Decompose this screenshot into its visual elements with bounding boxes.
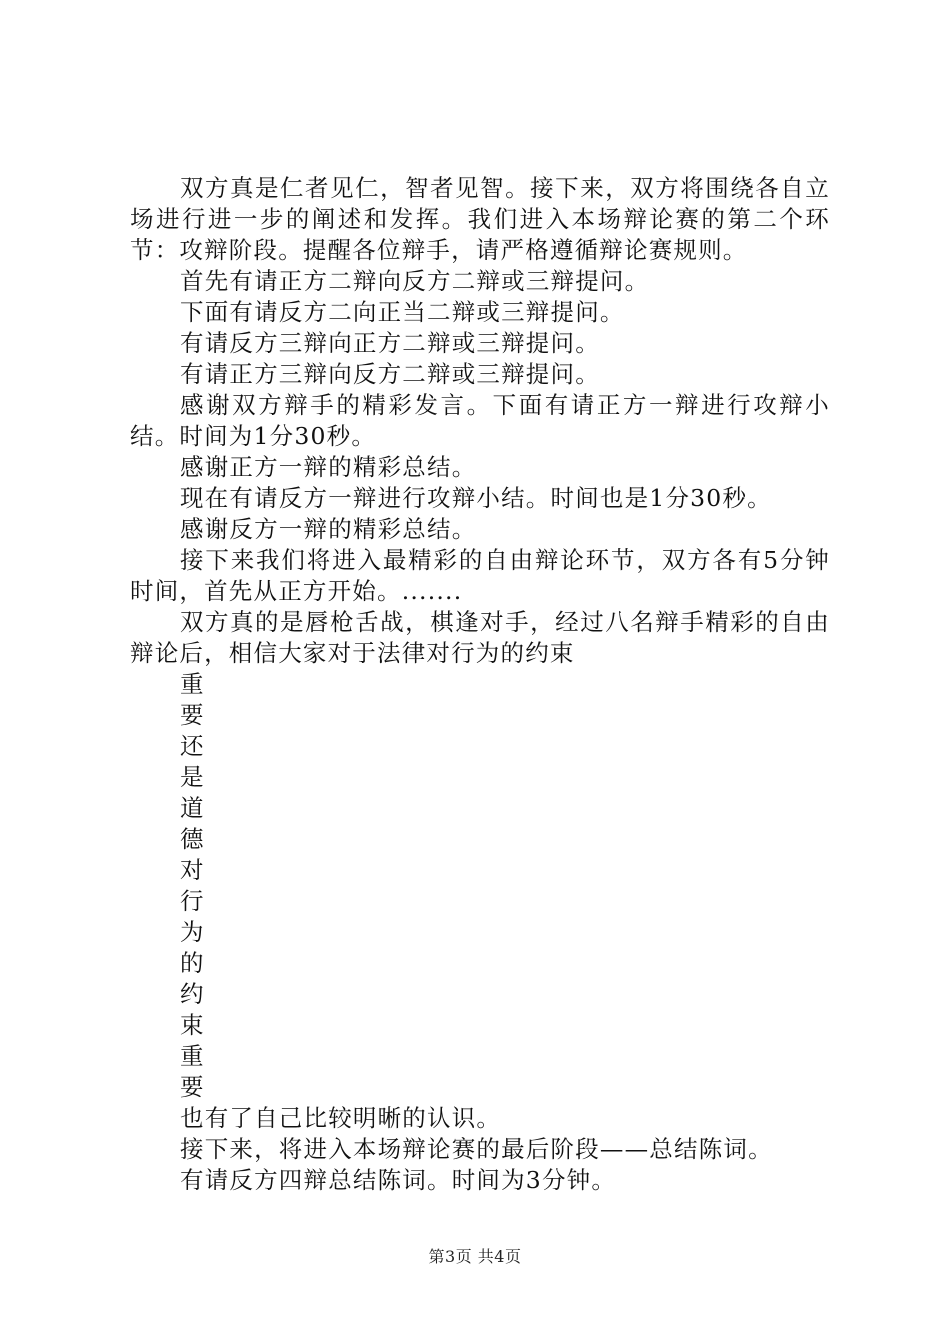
paragraph: 有请反方三辩向正方二辩或三辩提问。 <box>180 329 600 357</box>
paragraph: 也有了自己比较明晰的认识。 <box>180 1104 502 1132</box>
vertical-char: 要 <box>180 1073 205 1101</box>
paragraph: 接下来，将进入本场辩论赛的最后阶段——总结陈词。 <box>180 1135 773 1163</box>
paragraph: 感谢双方辩手的精彩发言。下面有请正方一辩进行攻辩小结。时间为1分30秒。 <box>130 391 830 450</box>
vertical-char: 是 <box>180 763 205 791</box>
vertical-char: 道 <box>180 794 205 822</box>
vertical-char: 对 <box>180 856 205 884</box>
paragraph: 首先有请正方二辩向反方二辩或三辩提问。 <box>180 267 650 295</box>
vertical-char: 为 <box>180 918 205 946</box>
vertical-char: 德 <box>180 825 205 853</box>
page-footer <box>0 1244 950 1267</box>
vertical-char: 要 <box>180 701 205 729</box>
document-body <box>130 173 830 1196</box>
page-number-label: 第3页 共4页 <box>428 1247 522 1266</box>
paragraph: 有请正方三辩向反方二辩或三辩提问。 <box>180 360 600 388</box>
vertical-char: 束 <box>180 1011 205 1039</box>
paragraph: 下面有请反方二向正当二辩或三辩提问。 <box>180 298 625 326</box>
vertical-char: 重 <box>180 1042 205 1070</box>
vertical-char: 的 <box>180 949 205 977</box>
paragraph: 感谢反方一辩的精彩总结。 <box>180 515 477 543</box>
paragraph: 双方真的是唇枪舌战，棋逢对手，经过八名辩手精彩的自由辩论后，相信大家对于法律对行为的约束 <box>130 608 830 667</box>
vertical-text-column <box>130 669 830 1103</box>
paragraph: 现在有请反方一辩进行攻辩小结。时间也是1分30秒。 <box>180 484 772 512</box>
paragraph: 双方真是仁者见仁，智者见智。接下来，双方将围绕各自立场进行进一步的阐述和发挥。我们进入本场辩论赛的第二个环节：攻辩阶段。提醒各位辩手，请严格遵循辩论赛规则。 <box>130 174 830 264</box>
paragraph: 接下来我们将进入最精彩的自由辩论环节，双方各有5分钟时间，首先从正方开始。....... <box>130 546 830 605</box>
vertical-char: 约 <box>180 980 205 1008</box>
paragraph: 感谢正方一辩的精彩总结。 <box>180 453 477 481</box>
vertical-char: 还 <box>180 732 205 760</box>
vertical-char: 行 <box>180 887 205 915</box>
paragraph: 有请反方四辩总结陈词。时间为3分钟。 <box>180 1166 617 1194</box>
vertical-char: 重 <box>180 670 205 698</box>
